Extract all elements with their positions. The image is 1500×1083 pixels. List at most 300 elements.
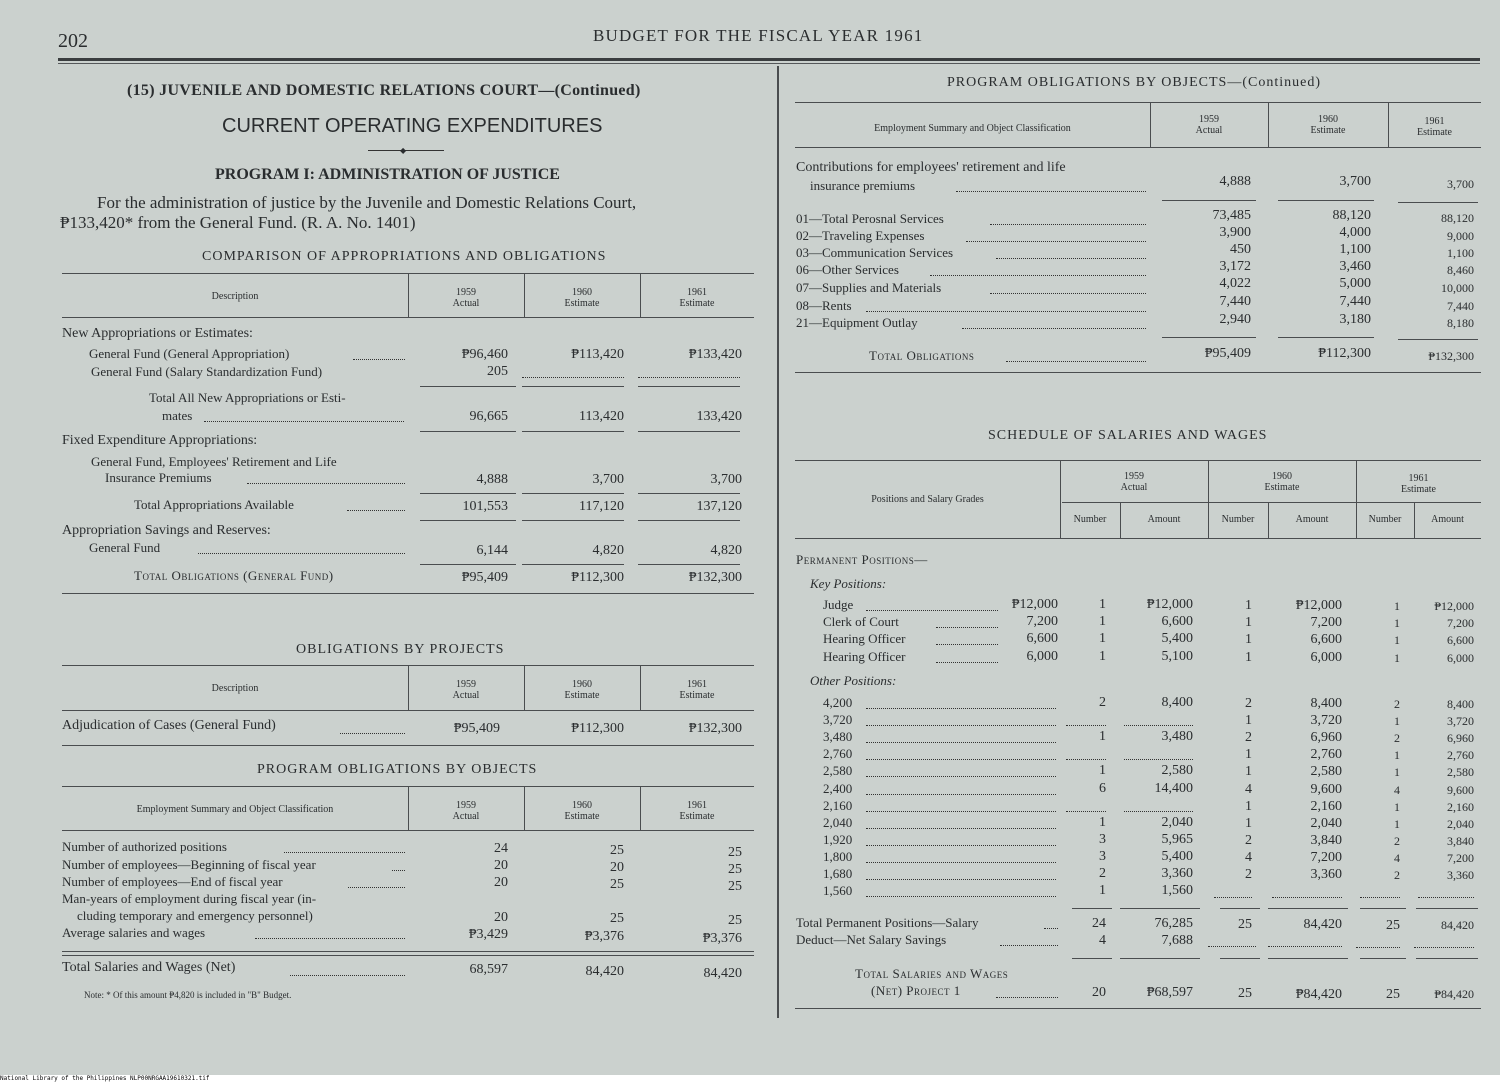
row-label: Hearing Officer — [823, 649, 906, 664]
cell: 1 — [1394, 633, 1400, 647]
sum-rule — [522, 564, 624, 565]
schedule-subhead-rule — [1062, 502, 1481, 503]
row-label: 2,160 — [823, 798, 853, 813]
leader-dots — [347, 509, 405, 511]
col-header-1961: 1961 Estimate — [1401, 473, 1436, 495]
cell: ₱113,420 — [571, 347, 624, 362]
cell: 88,120 — [1441, 211, 1474, 225]
leader-dots — [962, 327, 1146, 329]
cell: 3,900 — [1219, 225, 1251, 240]
cell: 1 — [1394, 599, 1400, 613]
cell: ₱95,409 — [1204, 346, 1251, 361]
sum-rule — [522, 386, 624, 387]
cell: 7,200 — [1447, 616, 1474, 630]
cell: 1 — [1099, 763, 1106, 778]
cell: 20 — [494, 875, 508, 890]
row-label: Total Obligations (General Fund) — [134, 568, 334, 583]
header-rule-thin — [58, 63, 1480, 64]
cell: ₱3,376 — [584, 929, 624, 944]
col-header-description: Description — [211, 683, 259, 694]
cell: 113,420 — [579, 409, 624, 424]
row-label: Clerk of Court — [823, 614, 899, 629]
leader-dots — [996, 257, 1146, 259]
sum-rule — [1268, 908, 1348, 909]
salary-grade: 6,000 — [1026, 649, 1058, 664]
cell: 7,440 — [1447, 299, 1474, 313]
row-label: 2,040 — [823, 815, 853, 830]
col-header-1961: 1961 Estimate — [679, 679, 715, 701]
sum-rule — [638, 386, 740, 387]
cell: 1 — [1394, 714, 1400, 728]
row-heading: Appropriation Savings and Reserves: — [62, 523, 271, 538]
cell: 1,100 — [1447, 246, 1474, 260]
cell: 2,040 — [1161, 815, 1193, 830]
sum-rule — [1072, 958, 1112, 959]
subhead-amount: Amount — [1295, 514, 1329, 525]
sum-rule — [420, 493, 516, 494]
cell: 2,940 — [1219, 312, 1251, 327]
program-title: PROGRAM I: ADMINISTRATION OF JUSTICE — [215, 166, 560, 183]
row-label: General Fund (General Appropriation) — [89, 346, 290, 361]
cell: 3,700 — [710, 472, 742, 487]
cell: 2,580 — [1161, 763, 1193, 778]
cell: 73,485 — [1212, 208, 1251, 223]
cell: 4,888 — [476, 472, 508, 487]
scan-footer: National Library of the Philippines NLP00NRGAA19610321.tif — [0, 1075, 1500, 1083]
cell: ₱133,420 — [688, 347, 742, 362]
leader-dots — [990, 223, 1146, 225]
leader-dots — [866, 827, 1056, 829]
row-heading: Other Positions: — [810, 673, 897, 688]
cell: ₱132,300 — [1428, 349, 1474, 363]
cell: 2,040 — [1447, 817, 1474, 831]
row-label: Total Permanent Positions—Salary — [796, 915, 979, 930]
cell: 3,700 — [592, 472, 624, 487]
cell: 1 — [1394, 616, 1400, 630]
leader-dots — [1414, 946, 1474, 948]
schedule-top-rule — [795, 460, 1481, 461]
sum-rule — [1220, 958, 1260, 959]
cell: 25 — [728, 913, 742, 928]
leader-dots — [956, 190, 1146, 192]
double-rule — [62, 951, 754, 956]
sum-rule — [522, 520, 624, 521]
leader-dots — [866, 810, 1056, 812]
cell: 2,160 — [1310, 799, 1342, 814]
sum-rule — [1120, 958, 1200, 959]
row-label: General Fund — [89, 540, 161, 555]
cell: 6,600 — [1447, 633, 1474, 647]
cell: 8,400 — [1310, 696, 1342, 711]
salary-grade: ₱12,000 — [1011, 597, 1058, 612]
objects-head-rule — [62, 830, 754, 831]
cell: 25 — [728, 845, 742, 860]
cell: 5,400 — [1161, 631, 1193, 646]
row-label: 2,760 — [823, 746, 853, 761]
cell: 1 — [1099, 614, 1106, 629]
cell: 25 — [1238, 986, 1252, 1001]
cell: ₱112,300 — [571, 721, 624, 736]
leader-dots — [1356, 946, 1400, 948]
cell: 25 — [610, 911, 624, 926]
column-divider — [777, 66, 779, 1018]
cell: 3,720 — [1310, 713, 1342, 728]
row-label: 03—Communication Services — [796, 245, 954, 260]
leader-dots — [1066, 724, 1106, 726]
row-label: 1,800 — [823, 849, 853, 864]
cell: 101,553 — [462, 499, 508, 514]
row-heading: Fixed Expenditure Appropriations: — [62, 433, 258, 448]
leader-dots — [1066, 810, 1106, 812]
col-header-1960: 1960 Estimate — [564, 287, 600, 309]
cell: 20 — [494, 910, 508, 925]
leader-dots — [348, 886, 405, 888]
schedule-title: SCHEDULE OF SALARIES AND WAGES — [988, 428, 1268, 443]
cell: 9,000 — [1447, 229, 1474, 243]
row-label: 02—Traveling Expenses — [796, 228, 925, 243]
row-heading: Permanent Positions— — [796, 552, 928, 567]
cell: 137,120 — [696, 499, 742, 514]
cell: 84,420 — [1441, 918, 1474, 932]
row-label: Judge — [823, 597, 854, 612]
cell: 25 — [1386, 987, 1400, 1002]
cell: 2,040 — [1310, 816, 1342, 831]
cell: 68,597 — [469, 962, 508, 977]
cell: 1 — [1245, 713, 1252, 728]
cell: 2 — [1394, 697, 1400, 711]
leader-dots — [247, 482, 405, 484]
row-label: insurance premiums — [810, 178, 916, 193]
cell: 3 — [1099, 849, 1106, 864]
subhead-number: Number — [1073, 514, 1107, 525]
cell: 8,180 — [1447, 316, 1474, 330]
cell: 25 — [728, 879, 742, 894]
cell: 25 — [610, 877, 624, 892]
cell: 9,600 — [1447, 783, 1474, 797]
cell: 2 — [1394, 834, 1400, 848]
cell: 1 — [1394, 651, 1400, 665]
cell: 2,760 — [1447, 748, 1474, 762]
row-label: 4,200 — [823, 695, 853, 710]
cell: 96,665 — [469, 409, 508, 424]
leader-dots — [198, 552, 405, 554]
cell: 4 — [1394, 851, 1400, 865]
projects-title: OBLIGATIONS BY PROJECTS — [296, 642, 505, 657]
cell: 8,400 — [1161, 695, 1193, 710]
sum-rule — [420, 520, 516, 521]
sum-rule — [638, 493, 740, 494]
section-subtitle: CURRENT OPERATING EXPENDITURES — [222, 115, 603, 137]
cell: ₱95,409 — [453, 721, 500, 736]
row-label: 1,680 — [823, 866, 853, 881]
cell: ₱12,000 — [1434, 599, 1474, 613]
cell: ₱132,300 — [688, 570, 742, 585]
cell: 3,700 — [1339, 174, 1371, 189]
row-label: Total Salaries and Wages (Net) — [62, 960, 236, 975]
cell: 1 — [1394, 800, 1400, 814]
col-header-1959: 1959 Actual — [452, 287, 480, 309]
comparison-head-rule — [62, 317, 754, 318]
cell: 7,440 — [1219, 294, 1251, 309]
row-label: Adjudication of Cases (General Fund) — [62, 718, 276, 733]
leader-dots — [284, 851, 405, 853]
leader-dots — [1000, 944, 1058, 946]
row-label: General Fund (Salary Standardization Fund) — [91, 364, 323, 379]
leader-dots — [1044, 927, 1058, 929]
leader-dots — [966, 240, 1146, 242]
col-header-description: Employment Summary and Object Classification — [874, 123, 1071, 134]
leader-dots — [290, 974, 405, 976]
cell: 1,560 — [1161, 883, 1193, 898]
cell: 1 — [1245, 632, 1252, 647]
col-header-positions: Positions and Salary Grades — [871, 494, 984, 505]
program-intro-line1: For the administration of justice by the Juvenile and Domestic Relations Court, — [97, 193, 637, 212]
cell: 2 — [1099, 866, 1106, 881]
cell: 1 — [1099, 815, 1106, 830]
cell: 3,720 — [1447, 714, 1474, 728]
cell: 1 — [1099, 631, 1106, 646]
cell: 2,580 — [1447, 765, 1474, 779]
row-label: Number of authorized positions — [62, 839, 227, 854]
row-label: Number of employees—End of fiscal year — [62, 874, 283, 889]
cell: 1 — [1394, 765, 1400, 779]
cell: 10,000 — [1441, 281, 1474, 295]
sum-rule — [1278, 200, 1374, 201]
cell: ₱68,597 — [1146, 985, 1193, 1000]
cell: 1 — [1245, 764, 1252, 779]
cell: 6,000 — [1447, 651, 1474, 665]
footnote: Note: * Of this amount ₱4,820 is included in "B" Budget. — [84, 990, 292, 1000]
leader-dots — [1272, 896, 1342, 898]
cell: 5,400 — [1161, 849, 1193, 864]
row-label: 06—Other Services — [796, 262, 899, 277]
leader-dots — [866, 310, 1146, 312]
diamond-ornament-icon: ◆ — [400, 146, 407, 155]
cell: 24 — [494, 841, 508, 856]
sum-rule — [522, 493, 624, 494]
row-label: 2,400 — [823, 781, 853, 796]
leader-dots — [1124, 724, 1193, 726]
col-header-1959: 1959 Actual — [452, 800, 480, 822]
cell: 3,180 — [1339, 312, 1371, 327]
col-header-1959: 1959 Actual — [452, 679, 480, 701]
cell: 1 — [1099, 597, 1106, 612]
cell: 84,420 — [703, 966, 742, 981]
cell: 2 — [1245, 696, 1252, 711]
cell: 3,360 — [1310, 867, 1342, 882]
projects-head-rule — [62, 710, 754, 711]
sum-rule — [420, 431, 516, 432]
leader-dots — [340, 732, 405, 734]
cell: 2 — [1245, 867, 1252, 882]
cell: 2 — [1245, 730, 1252, 745]
salary-grade: 6,600 — [1026, 631, 1058, 646]
leader-dots — [866, 741, 1056, 743]
col-header-1961: 1961 Estimate — [679, 287, 715, 309]
leader-dots — [866, 861, 1056, 863]
objects-cont-bottom-rule — [795, 372, 1481, 373]
cell: 1 — [1245, 747, 1252, 762]
row-label: Average salaries and wages — [62, 925, 206, 940]
row-label: 21—Equipment Outlay — [796, 315, 918, 330]
cell: 20 — [1092, 985, 1106, 1000]
leader-dots — [1214, 896, 1252, 898]
row-label: 1,560 — [823, 883, 853, 898]
cell: 20 — [610, 860, 624, 875]
leader-dots — [866, 609, 998, 611]
leader-dots — [255, 937, 405, 939]
cell: 8,460 — [1447, 263, 1474, 277]
leader-dots — [996, 996, 1058, 998]
cell: 1 — [1245, 650, 1252, 665]
cell: 117,120 — [579, 499, 624, 514]
cell: 1 — [1099, 883, 1106, 898]
sum-rule — [1398, 202, 1478, 203]
cell: 84,420 — [585, 964, 624, 979]
cell: 9,600 — [1310, 782, 1342, 797]
sum-rule — [1416, 958, 1478, 959]
cell: 1 — [1245, 598, 1252, 613]
leader-dots — [1208, 945, 1256, 947]
leader-dots — [866, 758, 1056, 760]
cell: 3,172 — [1219, 259, 1251, 274]
cell: ₱84,420 — [1295, 987, 1342, 1002]
leader-dots — [866, 878, 1056, 880]
cell: 4 — [1245, 782, 1252, 797]
cell: 3,360 — [1447, 868, 1474, 882]
sum-rule — [420, 564, 516, 565]
col-header-1961: 1961 Estimate — [679, 800, 715, 822]
col-header-1959: 1959 Actual — [1120, 471, 1148, 493]
leader-dots — [392, 869, 405, 871]
row-heading: New Appropriations or Estimates: — [62, 326, 253, 341]
cell: 4,820 — [710, 543, 742, 558]
sum-rule — [1120, 908, 1200, 909]
cell: 4 — [1394, 783, 1400, 797]
row-heading: Key Positions: — [810, 576, 887, 591]
page-number: 202 — [58, 30, 88, 52]
row-label: Total Salaries and Wages — [855, 966, 1009, 981]
cell: 450 — [1230, 242, 1251, 257]
row-label: Deduct—Net Salary Savings — [796, 932, 947, 947]
cell: 7,200 — [1447, 851, 1474, 865]
objects-cont-title: PROGRAM OBLIGATIONS BY OBJECTS—(Continued) — [947, 75, 1322, 90]
projects-bottom-rule — [62, 745, 754, 746]
cell: 25 — [1238, 917, 1252, 932]
cell: ₱12,000 — [1295, 598, 1342, 613]
subhead-amount: Amount — [1147, 514, 1181, 525]
cell: 3,460 — [1339, 259, 1371, 274]
row-label: Total Appropriations Available — [134, 497, 294, 512]
cell: 88,120 — [1332, 208, 1371, 223]
sum-rule — [1278, 337, 1374, 338]
subhead-amount: Amount — [1431, 514, 1464, 525]
row-label: Number of employees—Beginning of fiscal year — [62, 857, 316, 872]
col-header-description: Employment Summary and Object Classification — [136, 804, 334, 815]
sum-rule — [638, 520, 740, 521]
col-header-description: Description — [211, 291, 259, 302]
cell: 6,000 — [1310, 650, 1342, 665]
cell: ₱112,300 — [1318, 346, 1371, 361]
row-label: 1,920 — [823, 832, 853, 847]
leader-dots — [990, 292, 1146, 294]
cell: 6,600 — [1310, 632, 1342, 647]
leader-dots — [866, 793, 1056, 795]
sum-rule — [1360, 958, 1406, 959]
cell: 6,600 — [1161, 614, 1193, 629]
cell: 3,700 — [1447, 177, 1474, 191]
row-label: Total Obligations — [869, 348, 975, 363]
row-label: 3,480 — [823, 729, 853, 744]
cell: 7,200 — [1310, 615, 1342, 630]
leader-dots — [936, 661, 998, 663]
cell: 3,360 — [1161, 866, 1193, 881]
row-label: Insurance Premiums — [105, 470, 212, 485]
cell: 2,580 — [1310, 764, 1342, 779]
cell: 4,820 — [592, 543, 624, 558]
cell: 2 — [1394, 868, 1400, 882]
schedule-head-rule — [795, 538, 1481, 539]
schedule-bottom-rule — [795, 1008, 1481, 1009]
row-label: Man-years of employment during fiscal year (in- — [62, 891, 317, 906]
sum-rule — [1268, 958, 1348, 959]
cell: 2 — [1394, 731, 1400, 745]
cell: ₱96,460 — [461, 347, 508, 362]
sum-rule — [1072, 908, 1112, 909]
program-intro-line2: ₱133,420* from the General Fund. (R. A. No. 1401) — [60, 213, 416, 232]
cell: 4,888 — [1219, 174, 1251, 189]
leader-dots — [1418, 896, 1474, 898]
col-header-1960: 1960 Estimate — [564, 800, 600, 822]
cell: 3,840 — [1447, 834, 1474, 848]
sum-rule — [522, 431, 624, 432]
subhead-number: Number — [1368, 514, 1402, 525]
cell: 8,400 — [1447, 697, 1474, 711]
row-label: (Net) Project 1 — [871, 983, 961, 998]
cell: 4,022 — [1219, 276, 1251, 291]
cell: 25 — [728, 862, 742, 877]
section-title: (15) JUVENILE AND DOMESTIC RELATIONS COURT—(Continued) — [127, 82, 641, 99]
leader-dots — [936, 626, 998, 628]
cell: 24 — [1092, 916, 1106, 931]
row-label: Contributions for employees' retirement and life — [796, 160, 1066, 175]
row-label: 01—Total Perosnal Services — [796, 211, 944, 226]
leader-dots — [866, 724, 1056, 726]
leader-dots — [1268, 945, 1342, 947]
cell: 2,160 — [1447, 800, 1474, 814]
objects-title: PROGRAM OBLIGATIONS BY OBJECTS — [257, 762, 538, 777]
col-header-1960: 1960 Estimate — [564, 679, 600, 701]
cell: 7,200 — [1310, 850, 1342, 865]
cell: 2,760 — [1310, 747, 1342, 762]
cell: ₱112,300 — [571, 570, 624, 585]
cell: ₱132,300 — [688, 721, 742, 736]
leader-dots — [1124, 810, 1193, 812]
cell: 4 — [1099, 933, 1106, 948]
cell: 5,100 — [1161, 649, 1193, 664]
subhead-number: Number — [1221, 514, 1255, 525]
col-header-1960: 1960 Estimate — [1264, 471, 1300, 493]
cell: 6,960 — [1447, 731, 1474, 745]
cell: 76,285 — [1154, 916, 1193, 931]
cell: 6,960 — [1310, 730, 1342, 745]
cell: 7,440 — [1339, 294, 1371, 309]
cell: 2 — [1245, 833, 1252, 848]
cell: 1,100 — [1339, 242, 1371, 257]
cell: 5,000 — [1339, 276, 1371, 291]
col-header-1959: 1959 Actual — [1195, 114, 1223, 136]
leader-dots — [866, 844, 1056, 846]
